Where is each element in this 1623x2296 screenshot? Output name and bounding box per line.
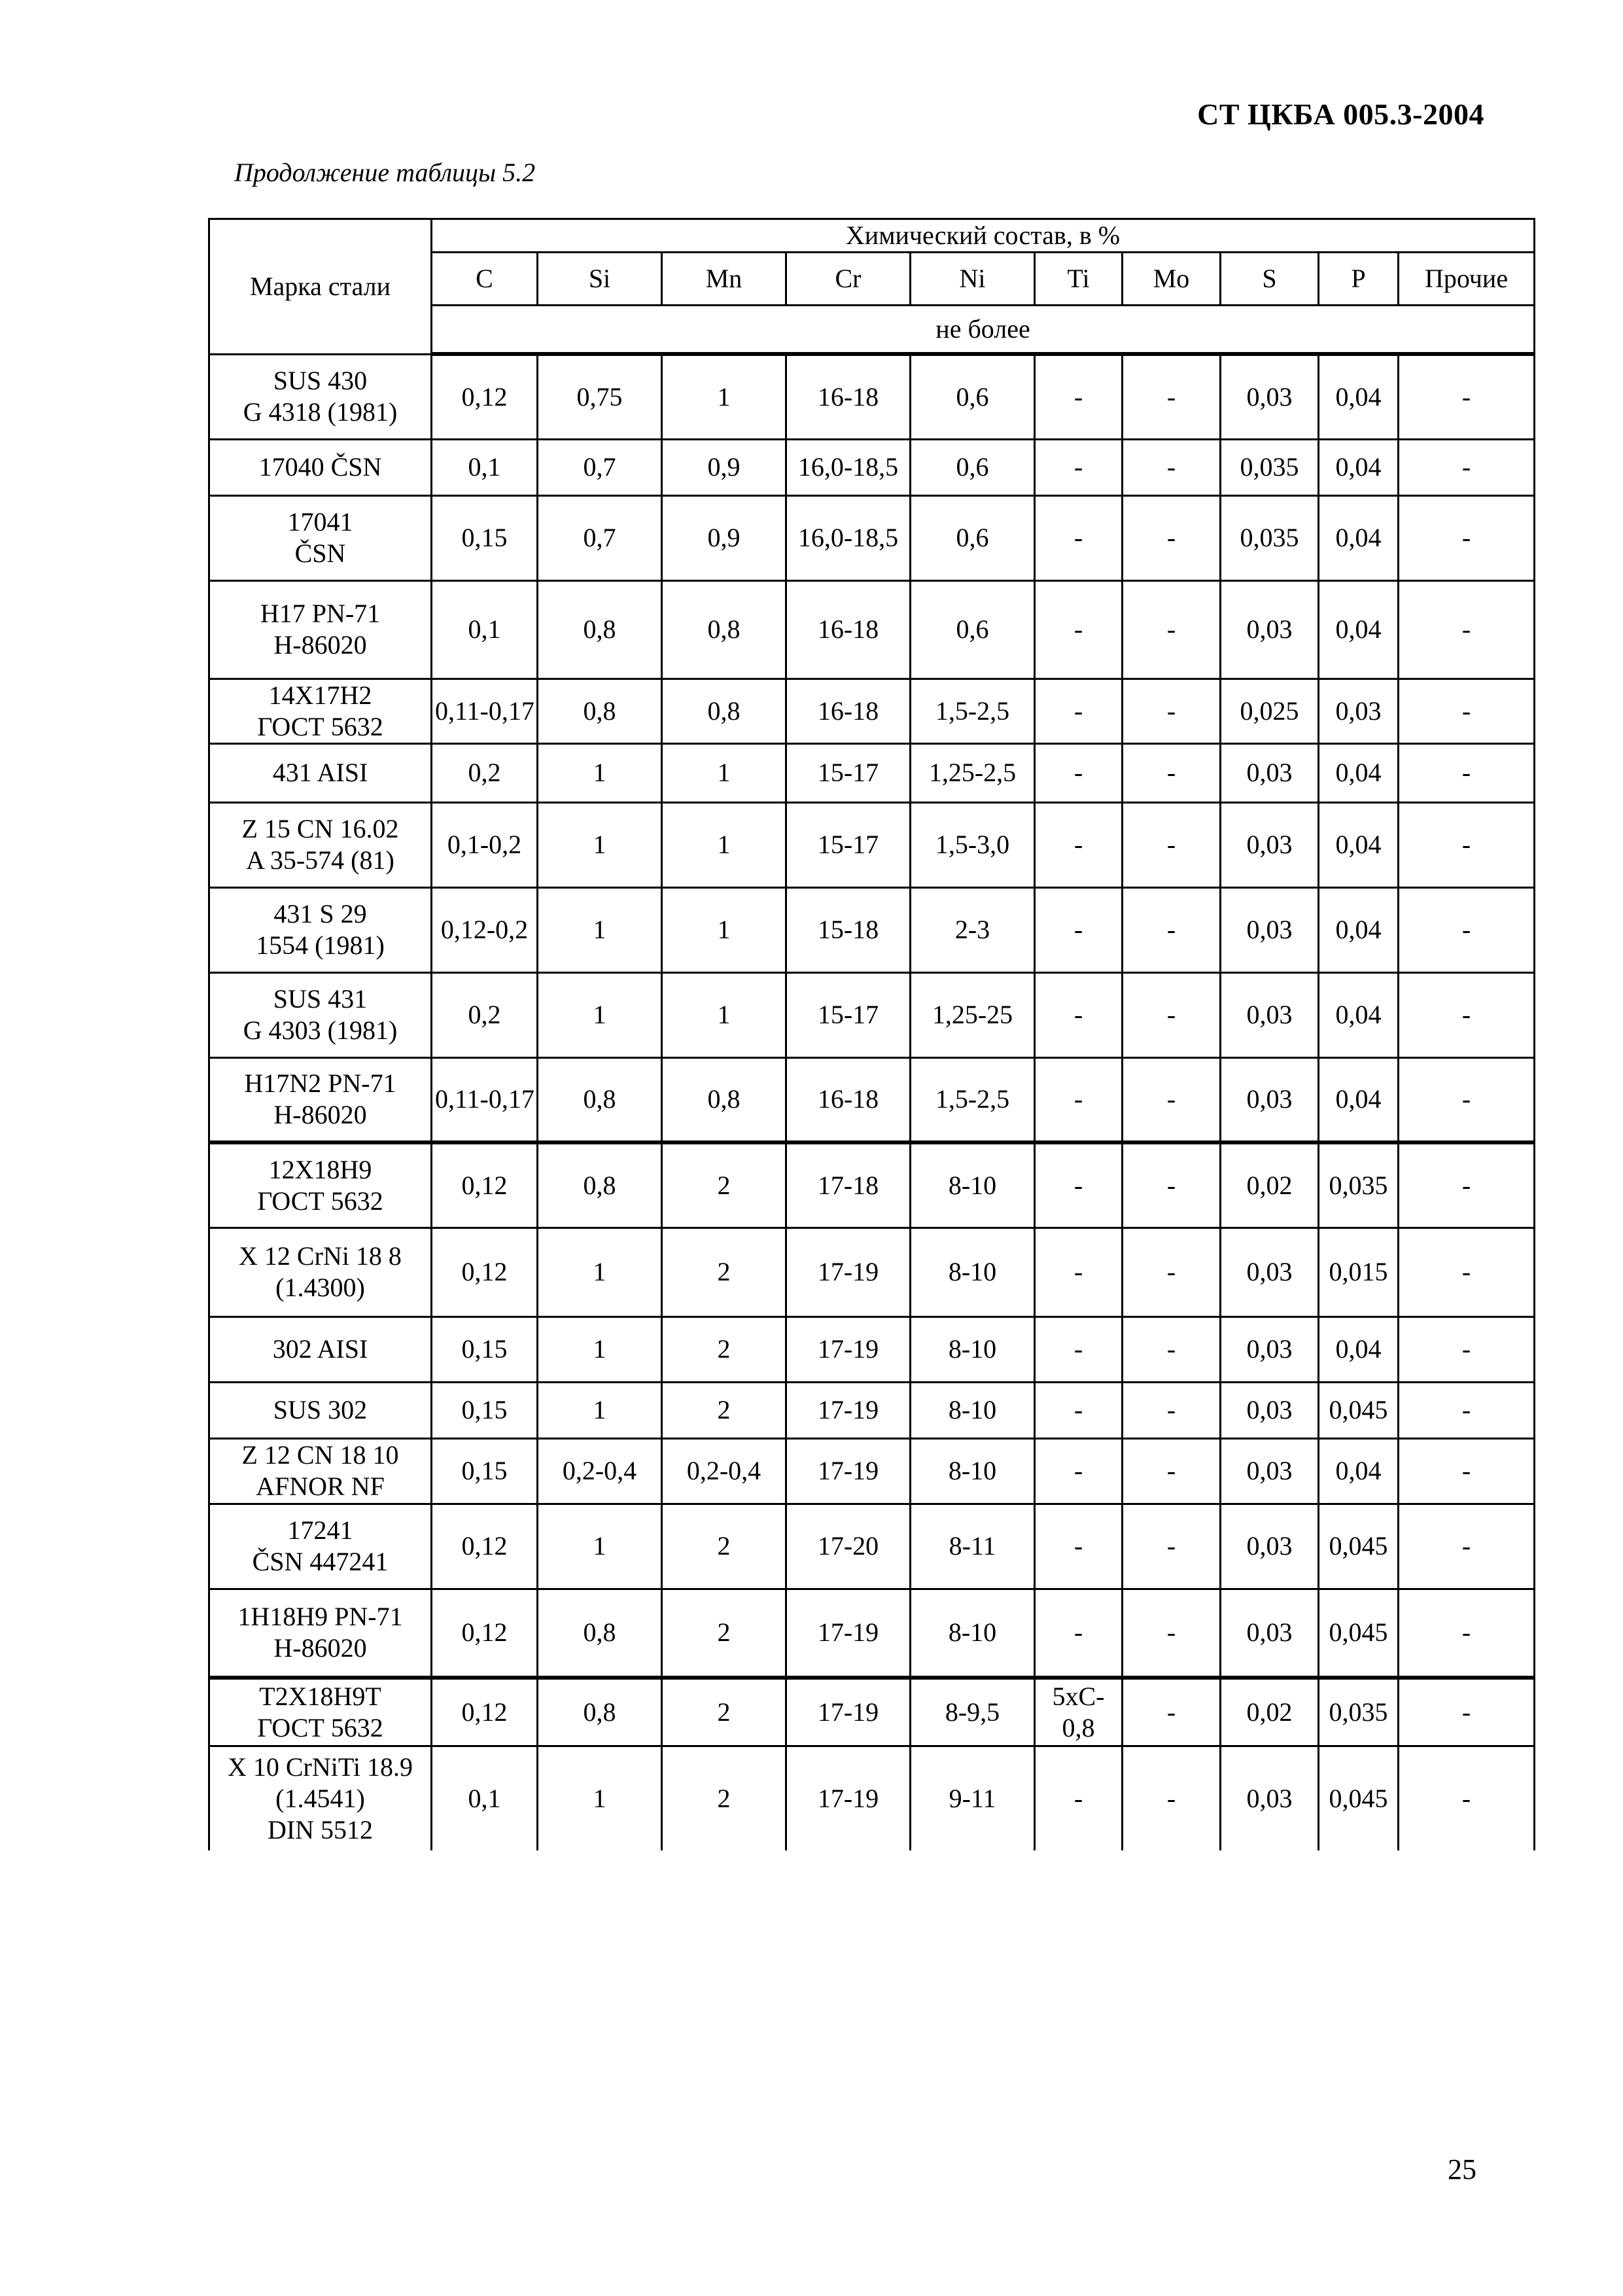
steel-grade-cell xyxy=(209,1678,432,1746)
steel-grade-line: SUS 302 xyxy=(273,1395,368,1424)
steel-grade-line: (1.4541) xyxy=(275,1783,365,1813)
steel-grade-cell xyxy=(209,802,432,887)
value-cell: 1,5-2,5 xyxy=(911,1057,1035,1142)
value-cell: - xyxy=(1123,1678,1221,1746)
value-cell: 0,1-0,2 xyxy=(432,802,538,887)
value-cell: 17-20 xyxy=(786,1504,911,1589)
value-cell: 0,8 xyxy=(538,1589,662,1678)
value-cell: 2 xyxy=(662,1589,786,1678)
value-cell: - xyxy=(1035,1057,1123,1142)
steel-grade-line: A 35-574 (81) xyxy=(246,845,394,875)
value-cell: 16,0-18,5 xyxy=(786,495,911,580)
value-cell: 15-17 xyxy=(786,972,911,1057)
value-cell: 0,03 xyxy=(1221,1227,1319,1316)
value-cell: 5xC-0,8 xyxy=(1035,1678,1123,1746)
value-cell: 15-18 xyxy=(786,887,911,972)
value-cell: 17-19 xyxy=(786,1382,911,1438)
steel-grade-line: ГОСТ 5632 xyxy=(257,711,383,741)
value-cell: - xyxy=(1123,1227,1221,1316)
steel-grade-line: ČSN 447241 xyxy=(252,1547,389,1576)
value-cell: 0,03 xyxy=(1221,887,1319,972)
steel-grade-line: H-86020 xyxy=(273,630,367,660)
column-header: Прочие xyxy=(1399,253,1535,306)
value-cell: 1 xyxy=(662,972,786,1057)
value-cell: 0,12 xyxy=(432,1227,538,1316)
value-cell: - xyxy=(1399,1316,1535,1382)
value-cell: 0,03 xyxy=(1221,802,1319,887)
value-cell: 0,04 xyxy=(1319,1057,1399,1142)
value-cell: 0,8 xyxy=(662,580,786,679)
value-cell: 0,9 xyxy=(662,495,786,580)
value-cell: 0,15 xyxy=(432,1316,538,1382)
value-cell: 8-10 xyxy=(911,1142,1035,1227)
table-row xyxy=(209,1227,1535,1316)
steel-grade-cell xyxy=(209,1746,432,1850)
value-cell: 16-18 xyxy=(786,354,911,439)
steel-grade-line: 1554 (1981) xyxy=(256,930,385,960)
steel-grade-line: 1H18H9 PN-71 xyxy=(237,1602,403,1632)
value-cell: 17-19 xyxy=(786,1746,911,1850)
table-row xyxy=(209,495,1535,580)
value-cell: 16-18 xyxy=(786,580,911,679)
value-cell: 0,9 xyxy=(662,439,786,495)
table-row xyxy=(209,1142,1535,1227)
steel-grade-line: 12X18H9 xyxy=(268,1154,372,1184)
value-cell: 1 xyxy=(538,887,662,972)
value-cell: 2 xyxy=(662,1746,786,1850)
table-row xyxy=(209,439,1535,495)
value-cell: 1 xyxy=(662,887,786,972)
value-cell: - xyxy=(1123,1142,1221,1227)
steel-grade-line: 17041 xyxy=(287,507,353,537)
value-cell: 0,12 xyxy=(432,354,538,439)
value-cell: 0,11-0,17 xyxy=(432,1057,538,1142)
value-cell: 0,6 xyxy=(911,439,1035,495)
value-cell: 1 xyxy=(662,354,786,439)
value-cell: 15-17 xyxy=(786,743,911,802)
steel-grade-line: H-86020 xyxy=(273,1633,367,1663)
value-cell: 0,045 xyxy=(1319,1589,1399,1678)
chemical-composition-table xyxy=(208,218,1535,1850)
value-cell: - xyxy=(1035,1746,1123,1850)
value-cell: - xyxy=(1123,1438,1221,1504)
value-cell: 0,03 xyxy=(1221,1057,1319,1142)
value-cell: - xyxy=(1123,887,1221,972)
value-cell: - xyxy=(1399,354,1535,439)
table-row xyxy=(209,887,1535,972)
value-cell: - xyxy=(1035,1382,1123,1438)
column-header: Cr xyxy=(786,253,911,306)
steel-grade-cell xyxy=(209,1504,432,1589)
column-header: S xyxy=(1221,253,1319,306)
steel-grade-line: G 4303 (1981) xyxy=(243,1016,398,1045)
page-number: 25 xyxy=(1448,2153,1476,2185)
value-cell: - xyxy=(1399,1678,1535,1746)
value-cell: 1 xyxy=(538,1382,662,1438)
steel-grade-line: ČSN xyxy=(294,539,346,568)
value-cell: - xyxy=(1035,495,1123,580)
value-cell: 1 xyxy=(538,1227,662,1316)
steel-grade-cell xyxy=(209,495,432,580)
steel-grade-cell xyxy=(209,1382,432,1438)
column-header: Mo xyxy=(1123,253,1221,306)
value-cell: 0,03 xyxy=(1221,972,1319,1057)
value-cell: 2 xyxy=(662,1227,786,1316)
value-cell: 17-19 xyxy=(786,1227,911,1316)
value-cell: 8-9,5 xyxy=(911,1678,1035,1746)
value-cell: 0,02 xyxy=(1221,1142,1319,1227)
steel-grade-line: DIN 5512 xyxy=(267,1814,374,1845)
value-cell: 1 xyxy=(538,1316,662,1382)
value-cell: 1 xyxy=(538,972,662,1057)
steel-grade-line: H17N2 PN-71 xyxy=(244,1069,396,1099)
steel-grade-cell xyxy=(209,439,432,495)
value-cell: 2 xyxy=(662,1316,786,1382)
value-cell: 0,15 xyxy=(432,1438,538,1504)
value-cell: 1 xyxy=(662,802,786,887)
value-cell: 9-11 xyxy=(911,1746,1035,1850)
steel-grade-cell xyxy=(209,743,432,802)
value-cell: 0,04 xyxy=(1319,802,1399,887)
value-cell: - xyxy=(1035,580,1123,679)
value-cell: 0,6 xyxy=(911,495,1035,580)
value-cell: 0,8 xyxy=(538,1142,662,1227)
value-cell: - xyxy=(1399,802,1535,887)
value-cell: 0,03 xyxy=(1221,1504,1319,1589)
value-cell: 0,8 xyxy=(538,1057,662,1142)
value-cell: - xyxy=(1035,679,1123,743)
value-cell: - xyxy=(1123,1589,1221,1678)
steel-grade-cell xyxy=(209,1316,432,1382)
value-cell: - xyxy=(1399,972,1535,1057)
value-cell: 0,75 xyxy=(538,354,662,439)
chemical-composition-header: Химический состав, в % xyxy=(432,219,1535,253)
value-cell: - xyxy=(1399,1057,1535,1142)
value-cell: 1 xyxy=(662,743,786,802)
steel-grade-line: SUS 431 xyxy=(273,984,368,1014)
steel-grade-cell xyxy=(209,1438,432,1504)
value-cell: 0,03 xyxy=(1221,580,1319,679)
column-header: Mn xyxy=(662,253,786,306)
table-caption: Продолжение таблицы 5.2 xyxy=(234,158,536,187)
value-cell: - xyxy=(1399,1142,1535,1227)
table-row xyxy=(209,802,1535,887)
steel-grade-line: T2X18H9T xyxy=(259,1681,381,1711)
value-cell: 0,8 xyxy=(662,1057,786,1142)
table-row xyxy=(209,580,1535,679)
value-cell: - xyxy=(1123,802,1221,887)
value-cell: 0,04 xyxy=(1319,1316,1399,1382)
value-cell: 0,8 xyxy=(538,1678,662,1746)
value-cell: 0,03 xyxy=(1221,743,1319,802)
table-row xyxy=(209,679,1535,743)
value-cell: - xyxy=(1399,580,1535,679)
value-cell: 0,035 xyxy=(1221,439,1319,495)
value-cell: 0,1 xyxy=(432,580,538,679)
steel-grade-line: 431 S 29 xyxy=(273,899,367,928)
steel-grade-cell xyxy=(209,1057,432,1142)
value-cell: - xyxy=(1399,495,1535,580)
document-code: СТ ЦКБА 005.3-2004 xyxy=(1197,97,1484,131)
table-row xyxy=(209,743,1535,802)
value-cell: 0,2-0,4 xyxy=(538,1438,662,1504)
steel-grade-cell xyxy=(209,972,432,1057)
value-cell: 0,8 xyxy=(538,580,662,679)
steel-grade-line: G 4318 (1981) xyxy=(243,397,398,427)
value-cell: 8-10 xyxy=(911,1382,1035,1438)
value-cell: 0,6 xyxy=(911,354,1035,439)
value-cell: - xyxy=(1035,1142,1123,1227)
value-cell: 0,045 xyxy=(1319,1746,1399,1850)
value-cell: 0,035 xyxy=(1319,1678,1399,1746)
value-cell: 0,04 xyxy=(1319,495,1399,580)
steel-grade-line: AFNOR NF xyxy=(256,1472,385,1501)
value-cell: 0,025 xyxy=(1221,679,1319,743)
value-cell: - xyxy=(1399,1382,1535,1438)
value-cell: 17-19 xyxy=(786,1438,911,1504)
value-cell: - xyxy=(1399,439,1535,495)
value-cell: 1,25-25 xyxy=(911,972,1035,1057)
value-cell: 16,0-18,5 xyxy=(786,439,911,495)
table-row xyxy=(209,1589,1535,1678)
value-cell: 1 xyxy=(538,802,662,887)
value-cell: 0,03 xyxy=(1319,679,1399,743)
steel-grade-line: X 10 CrNiTi 18.9 xyxy=(227,1752,413,1782)
value-cell: 0,03 xyxy=(1221,1382,1319,1438)
value-cell: 2 xyxy=(662,1504,786,1589)
value-cell: - xyxy=(1123,495,1221,580)
value-cell: - xyxy=(1123,1316,1221,1382)
value-cell: 0,04 xyxy=(1319,1438,1399,1504)
value-cell: 0,045 xyxy=(1319,1382,1399,1438)
value-cell: 0,2 xyxy=(432,972,538,1057)
steel-grade-line: 14X17H2 xyxy=(268,680,372,710)
steel-grade-cell xyxy=(209,679,432,743)
value-cell: 15-17 xyxy=(786,802,911,887)
value-cell: - xyxy=(1123,580,1221,679)
value-cell: - xyxy=(1399,1589,1535,1678)
value-cell: 1 xyxy=(538,1746,662,1850)
steel-grade-line: 431 AISI xyxy=(272,758,368,787)
value-cell: - xyxy=(1123,1057,1221,1142)
value-cell: - xyxy=(1399,1504,1535,1589)
value-cell: 17-19 xyxy=(786,1316,911,1382)
value-cell: 1,5-2,5 xyxy=(911,679,1035,743)
value-cell: 8-10 xyxy=(911,1589,1035,1678)
value-cell: 0,04 xyxy=(1319,743,1399,802)
value-cell: 0,12 xyxy=(432,1678,538,1746)
value-cell: 2 xyxy=(662,1382,786,1438)
value-cell: 8-11 xyxy=(911,1504,1035,1589)
value-cell: - xyxy=(1035,887,1123,972)
table-row xyxy=(209,972,1535,1057)
value-cell: 0,11-0,17 xyxy=(432,679,538,743)
steel-grade-line: 17241 xyxy=(287,1515,353,1545)
table-row xyxy=(209,354,1535,439)
value-cell: 17-18 xyxy=(786,1142,911,1227)
table-row xyxy=(209,1316,1535,1382)
steel-grade-header: Марка стали xyxy=(209,219,432,355)
steel-grade-cell xyxy=(209,887,432,972)
value-cell: 0,04 xyxy=(1319,887,1399,972)
value-cell: 0,015 xyxy=(1319,1227,1399,1316)
value-cell: - xyxy=(1399,743,1535,802)
value-cell: - xyxy=(1035,972,1123,1057)
value-cell: - xyxy=(1399,1438,1535,1504)
table-row xyxy=(209,1746,1535,1850)
value-cell: - xyxy=(1399,1227,1535,1316)
value-cell: 0,1 xyxy=(432,1746,538,1850)
value-cell: 0,035 xyxy=(1319,1142,1399,1227)
column-header: C xyxy=(432,253,538,306)
steel-grade-cell xyxy=(209,1589,432,1678)
value-cell: 17-19 xyxy=(786,1678,911,1746)
value-cell: - xyxy=(1123,743,1221,802)
value-cell: 0,04 xyxy=(1319,354,1399,439)
value-cell: 0,04 xyxy=(1319,439,1399,495)
value-cell: - xyxy=(1035,1316,1123,1382)
value-cell: - xyxy=(1123,1746,1221,1850)
table-row xyxy=(209,1504,1535,1589)
value-cell: 8-10 xyxy=(911,1316,1035,1382)
value-cell: 0,03 xyxy=(1221,1746,1319,1850)
table-row xyxy=(209,1438,1535,1504)
value-cell: 0,15 xyxy=(432,1382,538,1438)
table-row xyxy=(209,1057,1535,1142)
value-cell: - xyxy=(1123,1504,1221,1589)
column-header: Si xyxy=(538,253,662,306)
value-cell: 0,03 xyxy=(1221,1589,1319,1678)
steel-grade-cell xyxy=(209,1142,432,1227)
value-cell: 0,15 xyxy=(432,495,538,580)
value-cell: 8-10 xyxy=(911,1227,1035,1316)
value-cell: - xyxy=(1123,439,1221,495)
steel-grade-line: 302 AISI xyxy=(272,1334,368,1364)
value-cell: 2-3 xyxy=(911,887,1035,972)
value-cell: 0,2-0,4 xyxy=(662,1438,786,1504)
value-cell: 1,5-3,0 xyxy=(911,802,1035,887)
value-cell: - xyxy=(1035,1504,1123,1589)
value-cell: - xyxy=(1035,1438,1123,1504)
value-cell: 0,6 xyxy=(911,580,1035,679)
value-cell: 17-19 xyxy=(786,1589,911,1678)
value-cell: 1 xyxy=(538,1504,662,1589)
value-cell: 0,8 xyxy=(662,679,786,743)
value-cell: 0,12 xyxy=(432,1589,538,1678)
value-cell: 1 xyxy=(538,743,662,802)
value-cell: 0,12 xyxy=(432,1142,538,1227)
value-cell: - xyxy=(1035,802,1123,887)
value-cell: 0,12-0,2 xyxy=(432,887,538,972)
value-cell: - xyxy=(1035,354,1123,439)
value-cell: 16-18 xyxy=(786,1057,911,1142)
value-cell: 8-10 xyxy=(911,1438,1035,1504)
value-cell: 0,03 xyxy=(1221,354,1319,439)
value-cell: 0,1 xyxy=(432,439,538,495)
value-cell: - xyxy=(1399,679,1535,743)
value-cell: - xyxy=(1123,354,1221,439)
column-header: Ti xyxy=(1035,253,1123,306)
value-cell: - xyxy=(1123,1382,1221,1438)
steel-grade-line: H-86020 xyxy=(273,1100,367,1130)
value-cell: - xyxy=(1035,743,1123,802)
value-cell: 0,03 xyxy=(1221,1438,1319,1504)
value-cell: 0,035 xyxy=(1221,495,1319,580)
value-cell: 0,04 xyxy=(1319,972,1399,1057)
steel-grade-line: 17040 ČSN xyxy=(258,452,382,482)
table-row xyxy=(209,1678,1535,1746)
value-cell: 0,045 xyxy=(1319,1504,1399,1589)
value-cell: 0,04 xyxy=(1319,580,1399,679)
steel-grade-line: Z 15 CN 16.02 xyxy=(241,814,399,843)
steel-grade-cell xyxy=(209,580,432,679)
value-cell: 0,7 xyxy=(538,495,662,580)
value-cell: 1,25-2,5 xyxy=(911,743,1035,802)
value-cell: 16-18 xyxy=(786,679,911,743)
steel-grade-line: H17 PN-71 xyxy=(260,599,381,628)
steel-grade-line: X 12 CrNi 18 8 xyxy=(239,1241,402,1271)
value-cell: 0,03 xyxy=(1221,1316,1319,1382)
steel-grade-line: (1.4300) xyxy=(275,1273,365,1302)
value-cell: - xyxy=(1399,887,1535,972)
value-cell: 0,7 xyxy=(538,439,662,495)
table-row xyxy=(209,1382,1535,1438)
steel-grade-line: ГОСТ 5632 xyxy=(257,1186,383,1216)
value-cell: - xyxy=(1123,679,1221,743)
value-cell: - xyxy=(1035,439,1123,495)
value-cell: 0,8 xyxy=(538,679,662,743)
steel-grade-line: Z 12 CN 18 10 xyxy=(241,1440,399,1470)
value-cell: - xyxy=(1035,1227,1123,1316)
value-cell: 0,02 xyxy=(1221,1678,1319,1746)
steel-grade-cell xyxy=(209,354,432,439)
not-more-than-header: не более xyxy=(432,306,1535,355)
value-cell: 2 xyxy=(662,1678,786,1746)
column-header: Ni xyxy=(911,253,1035,306)
steel-grade-cell xyxy=(209,1227,432,1316)
value-cell: - xyxy=(1399,1746,1535,1850)
value-cell: - xyxy=(1123,972,1221,1057)
value-cell: 2 xyxy=(662,1142,786,1227)
column-header: P xyxy=(1319,253,1399,306)
value-cell: 0,12 xyxy=(432,1504,538,1589)
value-cell: 0,2 xyxy=(432,743,538,802)
value-cell: - xyxy=(1035,1589,1123,1678)
steel-grade-line: SUS 430 xyxy=(273,366,368,395)
steel-grade-line: ГОСТ 5632 xyxy=(257,1712,383,1742)
